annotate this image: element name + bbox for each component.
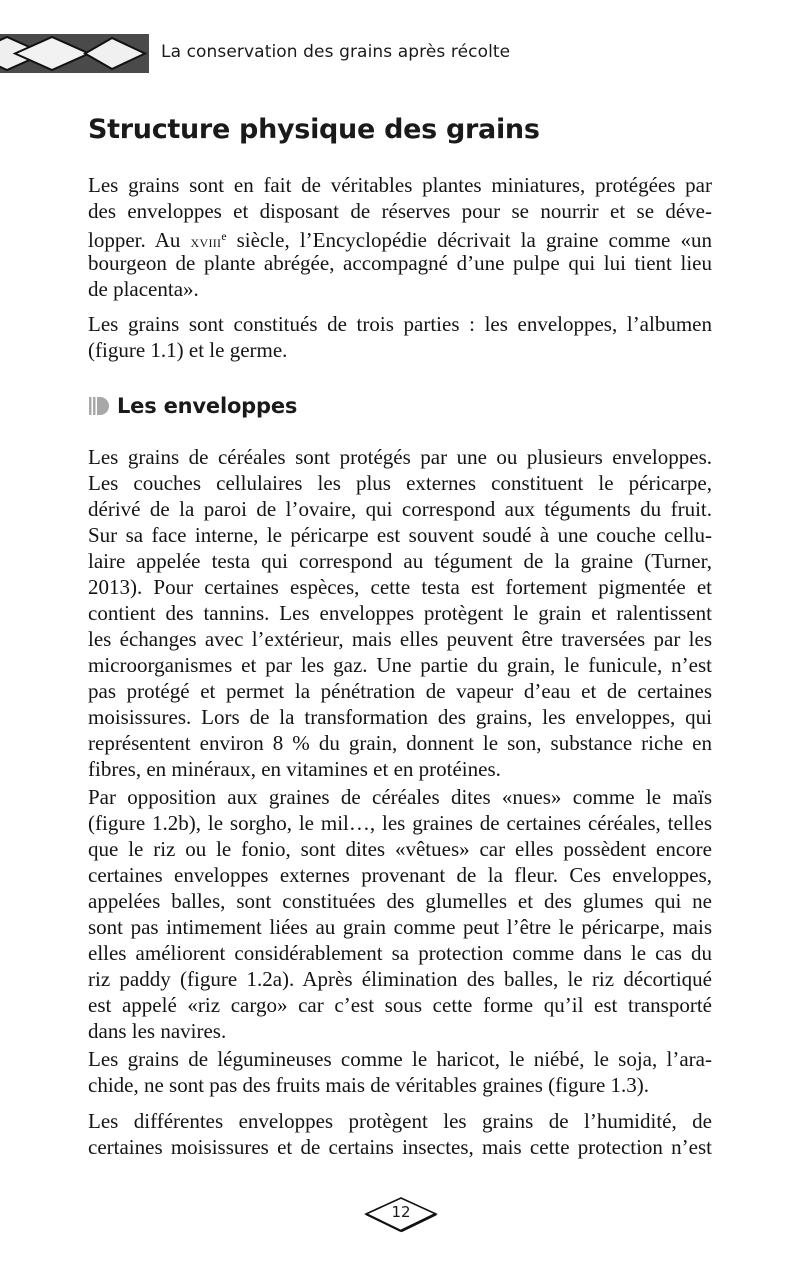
text-line: Les grains de céréales sont protégés par une ou plusieurs enveloppes. <box>88 445 712 469</box>
text-line: certaines moisissures et de certains insectes, mais cette protection n’est <box>88 1135 712 1159</box>
text-line: appelées balles, sont constituées des glumelles et des glumes qui ne <box>88 889 712 913</box>
text-line: pas protégé et permet la pénétration de vapeur d’eau et de certaines <box>88 679 712 703</box>
paragraph-enveloppes-3 <box>88 1046 712 1098</box>
text-line: chide, ne sont pas des fruits mais de véritables graines (figure 1.3). <box>88 1073 650 1097</box>
text-line: de placenta». <box>88 277 199 301</box>
text-line: est appelé «riz cargo» car c’est sous cette forme qu’il est transporté <box>88 993 712 1017</box>
text-line: que le riz ou le fonio, sont dites «vêtues» car elles possèdent encore <box>88 837 712 861</box>
text-line: elles améliorent considérablement sa protection comme dans le cas du <box>88 941 712 965</box>
text-line: les échanges avec l’extérieur, mais elles peuvent être traversées par les <box>88 627 712 651</box>
subsection-title: Les enveloppes <box>117 394 298 418</box>
text-line: dans les navires. <box>88 1019 227 1043</box>
text-line: (figure 1.1) et le germe. <box>88 338 288 362</box>
century-numeral: xviii <box>190 231 222 251</box>
text-line: moisissures. Lors de la transformation des grains, les enveloppes, qui <box>88 705 712 729</box>
text-line: contient des tannins. Les enveloppes protègent le grain et ralentissent <box>88 601 712 625</box>
text-fragment: lopper. Au <box>88 227 191 252</box>
text-line: certaines enveloppes externes provenant de la fleur. Ces enveloppes, <box>88 863 712 887</box>
text-line: 2013). Pour certaines espèces, cette testa est fortement pigmentée et <box>88 575 712 599</box>
text-line: laire appelée testa qui correspond au tégument de la graine (Turner, <box>88 549 712 573</box>
paragraph-enveloppes-2 <box>88 784 712 1044</box>
text-line: Les différentes enveloppes protègent les grains de l’humidité, de <box>88 1109 712 1133</box>
section-marker-icon <box>89 395 109 417</box>
text-line: dérivé de la paroi de l’ovaire, qui correspond aux téguments du fruit. <box>88 497 712 521</box>
century-superscript: e <box>221 231 227 243</box>
text-fragment: siècle, l’Encyclopédie décrivait la graine comme «un <box>226 227 713 252</box>
text-line: microorganismes et par les gaz. Une partie du grain, le funicule, n’est <box>88 653 712 677</box>
page-number: 12 <box>391 1203 411 1221</box>
text-line: sont pas intimement liées au grain comme peut l’être le péricarpe, mais <box>88 915 712 939</box>
intro-paragraph-1 <box>88 172 712 302</box>
text-line: bourgeon de plante abrégée, accompagné d’une pulpe qui lui tient lieu <box>88 251 712 275</box>
intro-paragraph-2 <box>88 311 712 363</box>
text-line: riz paddy (figure 1.2a). Après élimination des balles, le riz décortiqué <box>88 967 712 991</box>
paragraph-enveloppes-4 <box>88 1108 712 1160</box>
text-line: des enveloppes et disposant de réserves pour se nourrir et se déve- <box>88 199 712 223</box>
text-line: Sur sa face interne, le péricarpe est souvent soudé à une couche cellu- <box>88 523 712 547</box>
text-line: Les couches cellulaires les plus externes constituent le péricarpe, <box>88 471 712 495</box>
text-line: Les grains sont constitués de trois parties : les enveloppes, l’albumen <box>88 312 712 336</box>
text-line: Les grains de légumineuses comme le haricot, le niébé, le soja, l’ara- <box>88 1047 712 1071</box>
text-line: fibres, en minéraux, en vitamines et en protéines. <box>88 757 501 781</box>
header-ornament-icon <box>0 34 149 73</box>
paragraph-enveloppes-1 <box>88 444 712 782</box>
running-header-title: La conservation des grains après récolte <box>161 42 511 62</box>
text-line: Les grains sont en fait de véritables plantes miniatures, protégées par <box>88 173 712 197</box>
text-line-century <box>88 224 712 250</box>
text-line: Par opposition aux graines de céréales dites «nues» comme le maïs <box>88 785 712 809</box>
section-title: Structure physique des grains <box>88 114 540 145</box>
text-line: (figure 1.2b), le sorgho, le mil…, les graines de certaines céréales, telles <box>88 811 712 835</box>
text-line: représentent environ 8 % du grain, donnent le son, substance riche en <box>88 731 712 755</box>
subsection-heading <box>89 394 297 418</box>
